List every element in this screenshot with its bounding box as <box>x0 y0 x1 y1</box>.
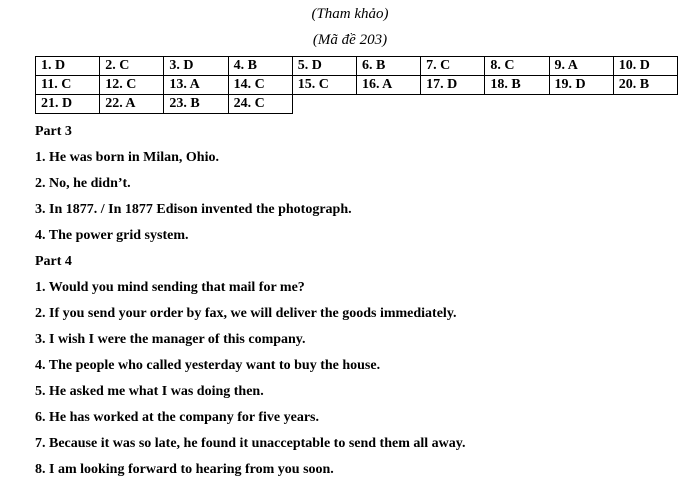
empty-cell <box>485 95 549 114</box>
answer-cell: 19. D <box>549 76 613 95</box>
answer-key-table <box>35 56 678 114</box>
part3-answer: 1. He was born in Milan, Ohio. <box>35 150 219 165</box>
answer-cell: 22. A <box>100 95 164 114</box>
table-row <box>36 57 678 76</box>
empty-cell <box>549 95 613 114</box>
answer-cell: 14. C <box>228 76 292 95</box>
exam-code: (Mã đề 203) <box>312 32 388 48</box>
part4-answer: 5. He asked me what I was doing then. <box>35 384 264 399</box>
answer-cell: 24. C <box>228 95 292 114</box>
answer-cell: 15. C <box>292 76 356 95</box>
answer-cell: 20. B <box>613 76 677 95</box>
answer-cell: 16. A <box>356 76 420 95</box>
answer-cell: 10. D <box>613 57 677 76</box>
part4-answer: 4. The people who called yesterday want to buy the house. <box>35 358 381 373</box>
part4-answer: 6. He has worked at the company for five years. <box>35 410 319 425</box>
document-subtitle: (Tham khảo) <box>311 6 389 22</box>
answer-cell: 21. D <box>36 95 100 114</box>
answer-cell: 9. A <box>549 57 613 76</box>
answer-cell: 11. C <box>36 76 100 95</box>
part3-answer: 4. The power grid system. <box>35 228 189 243</box>
answer-cell: 12. C <box>100 76 164 95</box>
answer-cell: 8. C <box>485 57 549 76</box>
answer-cell: 6. B <box>356 57 420 76</box>
answer-cell: 18. B <box>485 76 549 95</box>
empty-cell <box>421 95 485 114</box>
answer-cell: 2. C <box>100 57 164 76</box>
answer-cell: 1. D <box>36 57 100 76</box>
empty-cell <box>292 95 356 114</box>
answer-cell: 4. B <box>228 57 292 76</box>
part4-answer: 7. Because it was so late, he found it unacceptable to send them all away. <box>35 436 466 451</box>
empty-cell <box>356 95 420 114</box>
part4-answer: 1. Would you mind sending that mail for me? <box>35 280 305 295</box>
part4-answer: 8. I am looking forward to hearing from you soon. <box>35 462 334 477</box>
part4-heading: Part 4 <box>35 254 72 269</box>
part4-answer: 3. I wish I were the manager of this company. <box>35 332 306 347</box>
answer-cell: 13. A <box>164 76 228 95</box>
part4-answer: 2. If you send your order by fax, we will deliver the goods immediately. <box>35 306 457 321</box>
part3-answer: 2. No, he didn’t. <box>35 176 131 191</box>
answer-cell: 23. B <box>164 95 228 114</box>
answer-cell: 5. D <box>292 57 356 76</box>
table-row <box>36 95 678 114</box>
empty-cell <box>613 95 677 114</box>
part3-answer: 3. In 1877. / In 1877 Edison invented the photograph. <box>35 202 352 217</box>
answer-cell: 3. D <box>164 57 228 76</box>
answer-cell: 7. C <box>421 57 485 76</box>
part3-heading: Part 3 <box>35 124 72 139</box>
table-row <box>36 76 678 95</box>
answer-cell: 17. D <box>421 76 485 95</box>
